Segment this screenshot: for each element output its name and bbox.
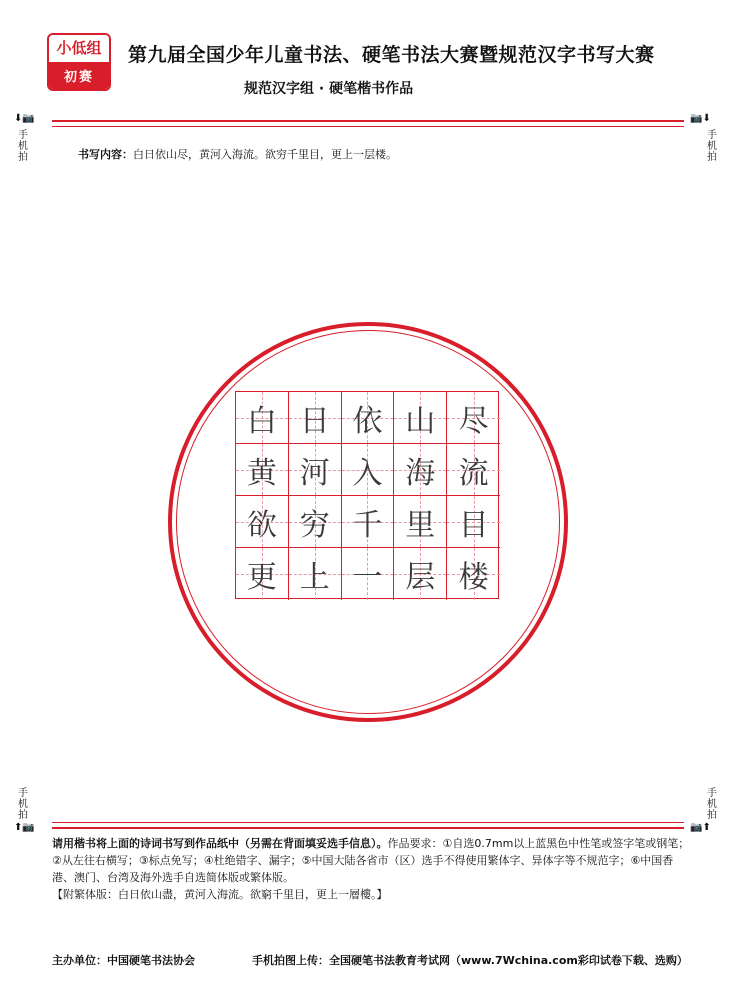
grid-cell: 楼 [447, 548, 500, 600]
writing-content-text: 白日依山尽，黄河入海流。欲穷千里目，更上一层楼。 [133, 148, 397, 161]
grid-cell: 河 [289, 444, 342, 496]
footer-organizer: 主办单位：中国硬笔书法协会 [52, 954, 195, 967]
phone-shoot-label-top-left: 手机拍 [18, 130, 28, 163]
grid-cell: 流 [447, 444, 500, 496]
requirements-block [52, 835, 692, 903]
requirements-body: 作品要求：①自选0.7mm以上蓝黑色中性笔或签字笔或钢笔；②从左往右横写；③标点免写；④杜绝错字、漏字；⑤中国大陆各省市（区）选手不得使用繁体字、异体字等不规范字；⑥中国香港、澳门、台湾及海外选手自选简体版或繁体版。 [52, 837, 690, 884]
grid-cell: 欲 [236, 496, 289, 548]
grid-cell: 尽 [447, 392, 500, 444]
grid-cell: 依 [342, 392, 395, 444]
grid-cell: 里 [394, 496, 447, 548]
camera-arrow-icon-bottom-right: 📷⬆ [690, 822, 711, 833]
phone-shoot-label-bottom-right: 手机拍 [707, 788, 717, 821]
grid-cell: 穷 [289, 496, 342, 548]
requirements-lead: 请用楷书将上面的诗词书写到作品纸中（另需在背面填妥选手信息）。 [52, 837, 388, 850]
camera-arrow-icon-bottom-left: ⬆📷 [14, 822, 35, 833]
grid-cell: 目 [447, 496, 500, 548]
writing-content [78, 146, 397, 162]
grid-cell: 山 [394, 392, 447, 444]
page-title: 第九届全国少年儿童书法、硬笔书法大赛暨规范汉字书写大赛 [128, 44, 655, 66]
phone-shoot-label-top-right: 手机拍 [707, 130, 717, 163]
grid-cell: 上 [289, 548, 342, 600]
page-subtitle: 规范汉字组 · 硬笔楷书作品 [244, 81, 414, 97]
grid-cell: 白 [236, 392, 289, 444]
grid-cell: 日 [289, 392, 342, 444]
traditional-version: 【附繁体版：白日依山盡，黄河入海流。欲窮千里目，更上一層樓。】 [52, 888, 388, 901]
camera-arrow-icon-top-right: 📷⬇ [690, 113, 711, 124]
grid-cell: 千 [342, 496, 395, 548]
badge-round-label: 初赛 [49, 64, 109, 91]
grid-cell: 更 [236, 548, 289, 600]
grid-cell: 海 [394, 444, 447, 496]
grid-cell: 一 [342, 548, 395, 600]
group-badge [47, 33, 111, 91]
bottom-rule-thick [52, 827, 684, 829]
top-rule-thin [52, 126, 684, 127]
badge-group-label: 小低组 [49, 35, 109, 64]
grid-cell: 黄 [236, 444, 289, 496]
phone-shoot-label-bottom-left: 手机拍 [18, 788, 28, 821]
writing-grid [235, 391, 499, 599]
grid-cell: 层 [394, 548, 447, 600]
bottom-rule-thin [52, 822, 684, 823]
camera-arrow-icon-top-left: ⬇📷 [14, 113, 35, 124]
footer-upload-info: 手机拍图上传：全国硬笔书法教育考试网（www.7Wchina.com彩印试卷下载、选购） [252, 954, 688, 967]
top-rule-thick [52, 120, 684, 122]
grid-cell: 入 [342, 444, 395, 496]
writing-content-label: 书写内容： [78, 148, 133, 161]
